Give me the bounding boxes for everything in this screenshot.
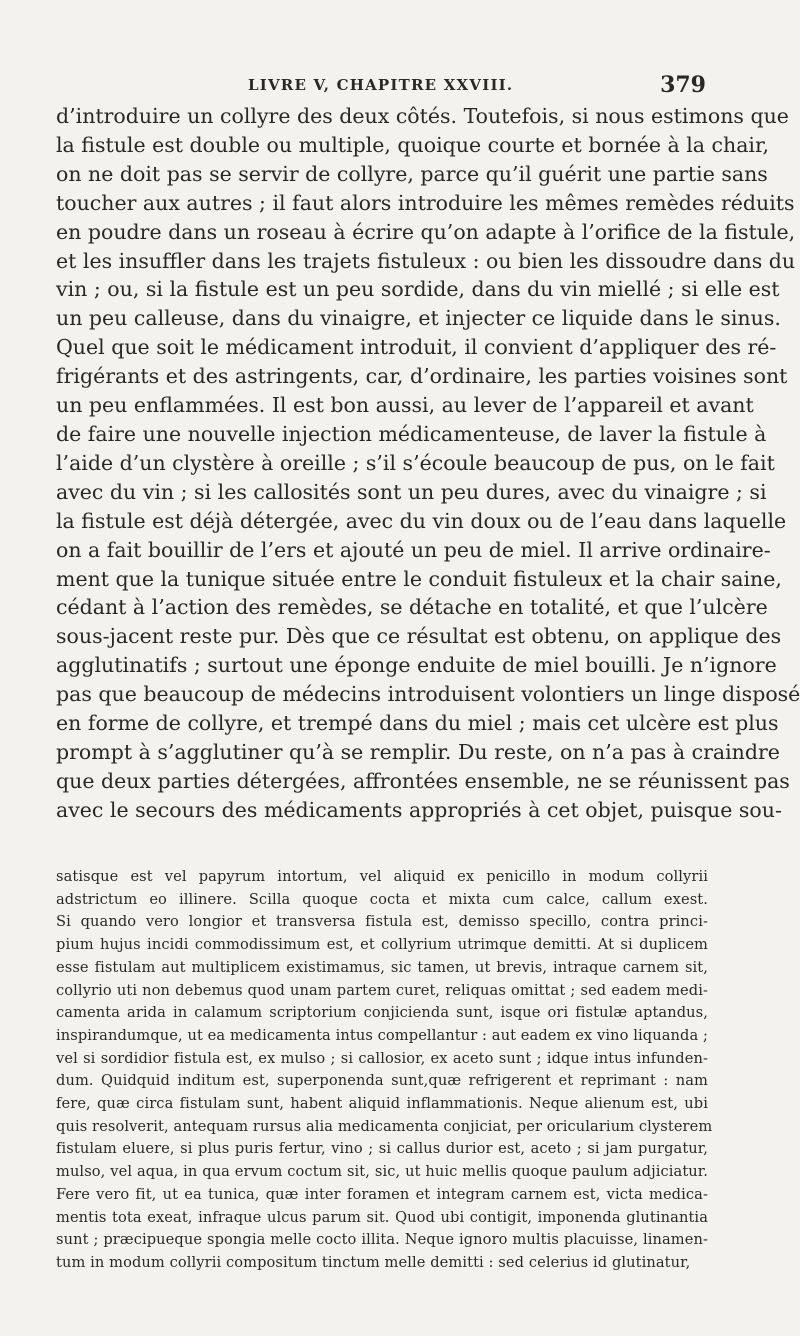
latin-text-line: fistulam eluere, si plus puris fertur, vino ; si callus durior est, aceto ; si jam purgatur,: [56, 1140, 708, 1158]
text-line: sous-jacent reste pur. Dès que ce résultat est obtenu, on applique des: [56, 624, 782, 649]
latin-text-line: dum. Quidquid inditum est, superponenda sunt,quæ refrigerent et reprimant : nam: [56, 1072, 708, 1090]
latin-original-text: [56, 866, 713, 1275]
text-line: un peu calleuse, dans du vinaigre, et injecter ce liquide dans le sinus.: [56, 306, 781, 331]
latin-text-line: esse fistulam aut multiplicem existimamus, sic tamen, ut brevis, intraque carnem sit,: [56, 958, 708, 976]
latin-text-line: inspirandumque, ut ea medicamenta intus compellantur : aut eadem ex vino liquanda ;: [56, 1026, 709, 1044]
text-line: avec du vin ; si les callosités sont un peu dures, avec du vinaigre ; si: [56, 479, 767, 504]
latin-text-line: vel si sordidior fistula est, ex mulso ; si callosior, ex aceto sunt ; idque intus infunden-: [56, 1049, 708, 1067]
text-line: que deux parties détergées, affrontées ensemble, ne se réunissent pas: [56, 768, 790, 793]
latin-text-line: mulso, vel aqua, in qua ervum coctum sit, sic, ut huic mellis quoque paulum adjiciatur.: [56, 1163, 708, 1181]
running-title: LIVRE V, CHAPITRE XXVIII.: [248, 76, 514, 94]
latin-text-line: satisque est vel papyrum intortum, vel aliquid ex penicillo in modum collyrii: [56, 868, 708, 885]
text-line: prompt à s’agglutiner qu’à se remplir. Du reste, on n’a pas à craindre: [56, 739, 780, 764]
text-line: toucher aux autres ; il faut alors introduire les mêmes remèdes réduits: [56, 190, 795, 215]
text-line: agglutinatifs ; surtout une éponge enduite de miel bouilli. Je n’ignore: [56, 653, 777, 678]
page-header: [58, 72, 706, 104]
page-number: 379: [660, 72, 706, 98]
text-line: la fistule est déjà détergée, avec du vin doux ou de l’eau dans laquelle: [56, 508, 787, 533]
text-line: la fistule est double ou multiple, quoique courte et bornée à la chair,: [56, 132, 770, 157]
latin-text-line: mentis tota exeat, infraque ulcus parum sit. Quod ubi contigit, imponenda glutinantia: [56, 1208, 708, 1226]
text-line: cédant à l’action des remèdes, se détache en totalité, et que l’ulcère: [56, 595, 768, 620]
latin-text-line: tum in modum collyrii compositum tinctum melle demitti : sed celerius id glutinatur,: [56, 1253, 691, 1271]
text-line: vin ; ou, si la fistule est un peu sordide, dans du vin miellé ; si elle est: [56, 277, 780, 302]
text-line: et les insuffler dans les trajets fistuleux : ou bien les dissoudre dans du: [56, 248, 796, 273]
text-line: on ne doit pas se servir de collyre, parce qu’il guérit une partie sans: [56, 161, 768, 186]
latin-text-line: camenta arida in calamum scriptorium conjicienda sunt, isque ori fistulæ aptandus,: [56, 1004, 708, 1022]
text-line: l’aide d’un clystère à oreille ; s’il s’écoule beaucoup de pus, on le fait: [56, 450, 775, 475]
latin-text-line: pium hujus incidi commodissimum est, et collyrium utrimque demitti. At si duplicem: [56, 936, 708, 954]
text-line: en forme de collyre, et trempé dans du miel ; mais cet ulcère est plus: [56, 711, 779, 736]
text-line: frigérants et des astringents, car, d’ordinaire, les parties voisines sont: [56, 364, 788, 389]
text-line: d’introduire un collyre des deux côtés. Toutefois, si nous estimons que: [56, 104, 789, 128]
french-translation-text: [56, 102, 800, 825]
text-line: de faire une nouvelle injection médicamenteuse, de laver la fistule à: [56, 421, 767, 446]
text-line: Quel que soit le médicament introduit, il convient d’appliquer des ré-: [56, 335, 777, 360]
latin-text-line: fere, quæ circa fistulam sunt, habent aliquid inflammationis. Neque alienum est, ubi: [56, 1095, 708, 1113]
text-line: avec le secours des médicaments appropriés à cet objet, puisque sou-: [56, 797, 782, 822]
text-line: ment que la tunique située entre le conduit fistuleux et la chair saine,: [56, 566, 782, 591]
latin-text-line: collyrio uti non debemus quod unam partem curet, reliquas omittat ; sed eadem medi-: [56, 981, 708, 999]
text-line: on a fait bouillir de l’ers et ajouté un peu de miel. Il arrive ordinaire-: [56, 537, 771, 562]
latin-text-line: Fere vero fit, ut ea tunica, quæ inter foramen et integram carnem est, victa medica-: [56, 1185, 708, 1203]
text-line: un peu enflammées. Il est bon aussi, au lever de l’appareil et avant: [56, 393, 754, 418]
latin-text-line: Si quando vero longior et transversa fistula est, demisso specillo, contra princi-: [56, 913, 708, 931]
text-line: pas que beaucoup de médecins introduisent volontiers un linge disposé: [56, 682, 800, 707]
text-line: en poudre dans un roseau à écrire qu’on adapte à l’orifice de la fistule,: [56, 219, 796, 244]
latin-text-line: adstrictum eo illinere. Scilla quoque cocta et mixta cum calce, callum exest.: [56, 890, 708, 908]
latin-text-line: sunt ; præcipueque spongia melle cocto illita. Neque ignoro multis placuisse, linamen-: [56, 1231, 708, 1249]
latin-text-line: quis resolverit, antequam rursus alia medicamenta conjiciat, per oricularium clysterem: [56, 1117, 713, 1135]
